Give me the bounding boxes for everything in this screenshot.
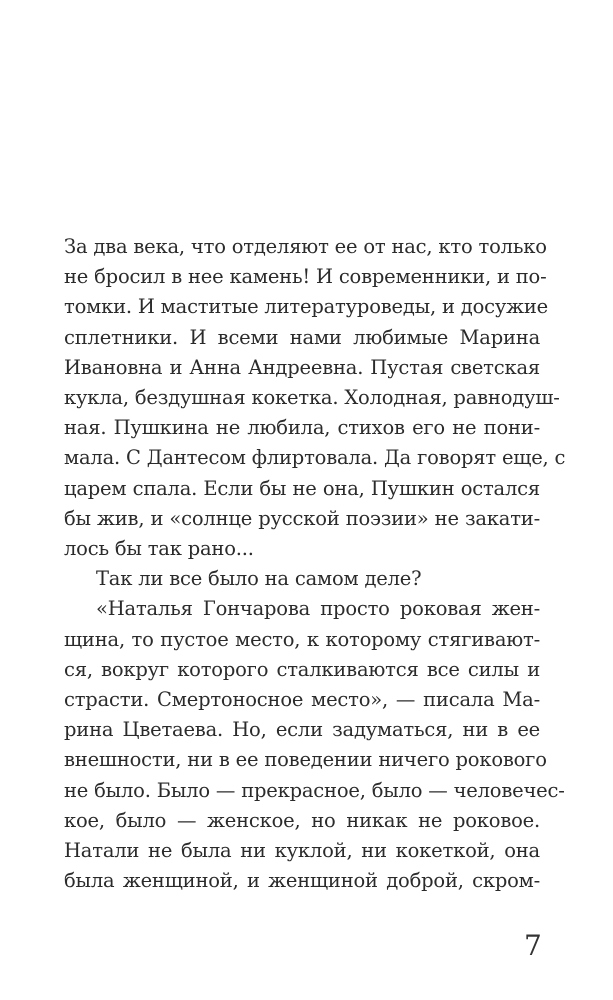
text-line: щина, то пустое место, к которому стягивают- xyxy=(64,627,540,651)
text-line: Ивановна и Анна Андреевна. Пустая светская xyxy=(64,355,540,379)
text-line: томки. И маститые литературоведы, и досужие xyxy=(64,295,548,319)
text-line: рина Цветаева. Но, если задуматься, ни в ее xyxy=(64,718,540,742)
text-line: не было. Было — прекрасное, было — человечес- xyxy=(64,778,565,802)
text-line: ная. Пушкина не любила, стихов его не пони- xyxy=(64,416,540,440)
text-line: царем спала. Если бы не она, Пушкин остался xyxy=(64,476,540,500)
text-line: не бросил в нее камень! И современники, и по- xyxy=(64,265,547,289)
text-line: кое, было — женское, но никак не роковое. xyxy=(64,808,540,832)
text-line: Натали не была ни куклой, ни кокеткой, она xyxy=(64,839,540,863)
text-line: страсти. Смертоносное место», — писала Ма- xyxy=(64,688,540,712)
text-line: лось бы так рано... xyxy=(64,537,254,561)
text-line: За два века, что отделяют ее от нас, кто только xyxy=(64,235,547,258)
text-line: внешности, ни в ее поведении ничего рокового xyxy=(64,748,547,772)
text-line: была женщиной, и женщиной доброй, скром- xyxy=(64,869,540,893)
page-number: 7 xyxy=(524,929,542,962)
text-line: мала. С Дантесом флиртовала. Да говорят еще, с xyxy=(64,446,566,470)
text-line: «Наталья Гончарова просто роковая жен- xyxy=(96,597,540,621)
text-line: сплетники. И всеми нами любимые Марина xyxy=(64,325,540,349)
text-line: бы жив, и «солнце русской поэзии» не закати- xyxy=(64,506,540,530)
text-line: ся, вокруг которого сталкиваются все силы и xyxy=(64,657,540,681)
body-text xyxy=(64,232,566,896)
text-line: кукла, бездушная кокетка. Холодная, равнодуш- xyxy=(64,386,560,410)
text-line: Так ли все было на самом деле? xyxy=(96,567,422,591)
